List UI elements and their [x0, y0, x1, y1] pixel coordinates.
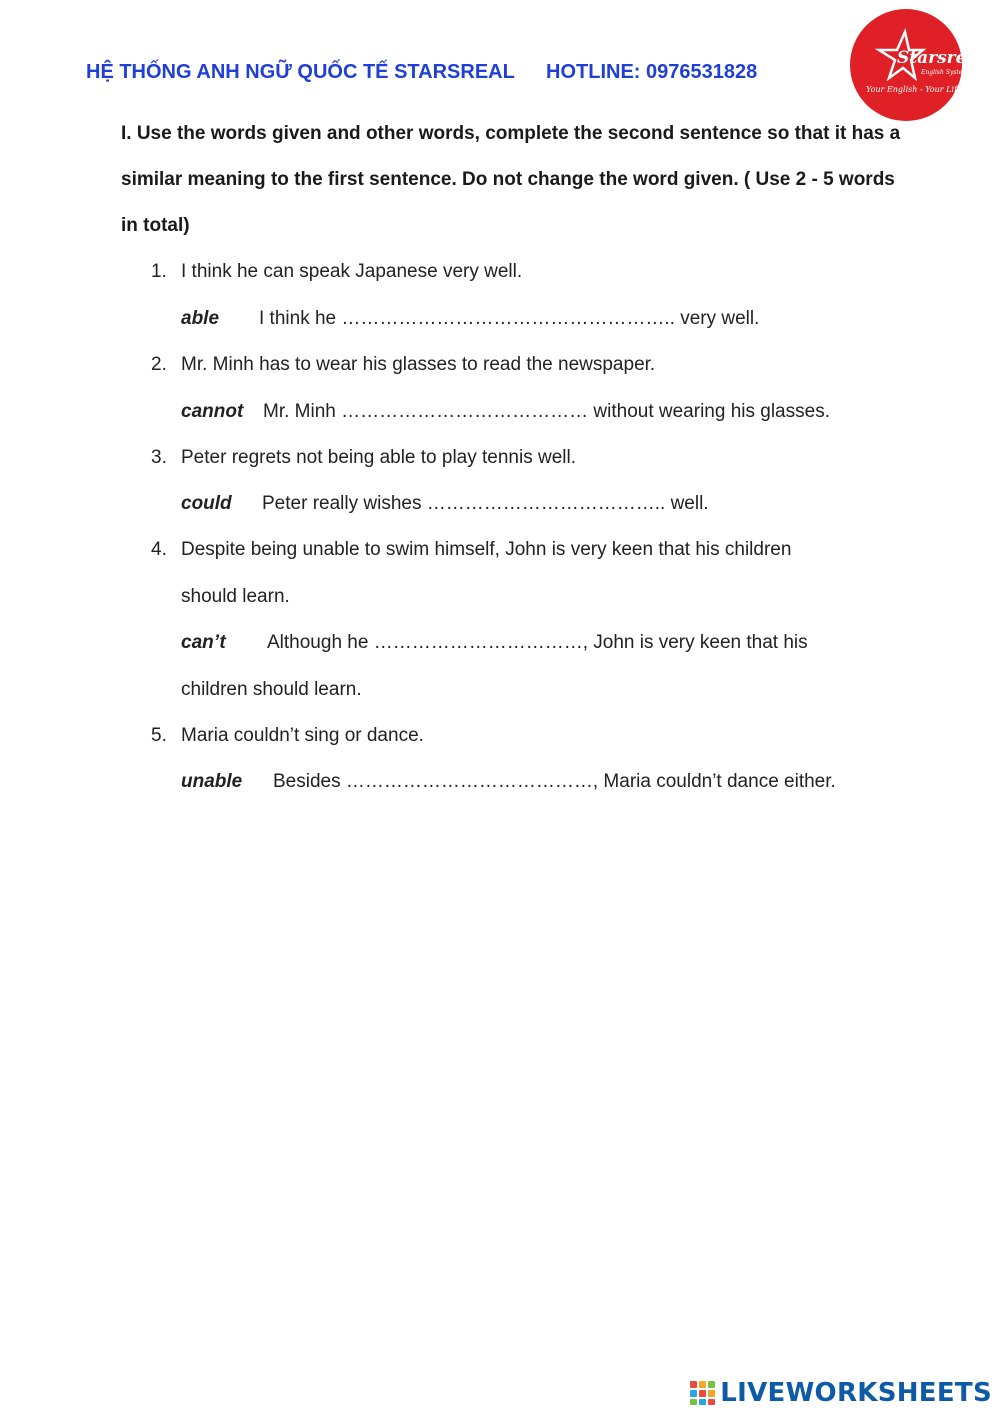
question-number: 2.: [151, 354, 167, 375]
question-4-rewrite: [181, 620, 808, 666]
question-3-rewrite: [181, 481, 709, 527]
question-5-rewrite: [181, 759, 836, 805]
keyword: could: [181, 493, 232, 514]
page-header: [86, 61, 757, 84]
question-number: 1.: [151, 261, 167, 282]
rewrite-sentence[interactable]: I think he …………………………………………….. very well.: [259, 308, 760, 329]
rewrite-sentence[interactable]: Mr. Minh ………………………………… without wearing his glasses.: [263, 401, 830, 422]
rewrite-sentence-continued: children should learn.: [181, 679, 362, 700]
liveworksheets-footer: [690, 1379, 992, 1407]
liveworksheets-brand: LIVEWORKSHEETS: [720, 1378, 992, 1408]
question-sentence: I think he can speak Japanese very well.: [181, 261, 523, 282]
question-2-rewrite: [181, 389, 830, 435]
liveworksheets-icon: [690, 1381, 716, 1405]
starsreal-logo: [849, 8, 984, 122]
keyword: can’t: [181, 632, 226, 653]
question-4-continued: [181, 574, 290, 620]
rewrite-sentence[interactable]: Although he ……………………………, John is very keen that his: [267, 632, 808, 653]
rewrite-sentence[interactable]: Peter really wishes ……………………………….. well.: [262, 493, 709, 514]
question-sentence-continued: should learn.: [181, 586, 290, 607]
question-number: 4.: [151, 539, 167, 560]
question-sentence: Peter regrets not being able to play tennis well.: [181, 447, 577, 468]
question-1-rewrite: [181, 296, 759, 342]
question-number: 5.: [151, 725, 167, 746]
svg-text:Starsreal: Starsreal: [897, 48, 984, 68]
question-sentence: Mr. Minh has to wear his glasses to read the newspaper.: [181, 354, 656, 375]
svg-text:Your English - Your Life: Your English - Your Life: [866, 85, 962, 94]
instructions: I. Use the words given and other words, complete the second sentence so that it has a similar meaning to the first sentence. Do not change the word given. ( Use 2 - 5 words in total): [121, 123, 901, 236]
question-4-rewrite-continued: [181, 667, 362, 713]
hotline: HOTLINE: 0976531828: [546, 61, 758, 83]
keyword: unable: [181, 771, 243, 792]
keyword: able: [181, 308, 220, 329]
keyword: cannot: [181, 401, 244, 422]
question-number: 3.: [151, 447, 167, 468]
svg-text:English System: English System: [921, 69, 969, 76]
question-sentence: Despite being unable to swim himself, John is very keen that his children: [181, 539, 792, 560]
rewrite-sentence[interactable]: Besides …………………………………, Maria couldn’t dance either.: [273, 771, 836, 792]
school-name: HỆ THỐNG ANH NGỮ QUỐC TẾ STARSREAL: [86, 61, 515, 83]
question-sentence: Maria couldn’t sing or dance.: [181, 725, 424, 746]
